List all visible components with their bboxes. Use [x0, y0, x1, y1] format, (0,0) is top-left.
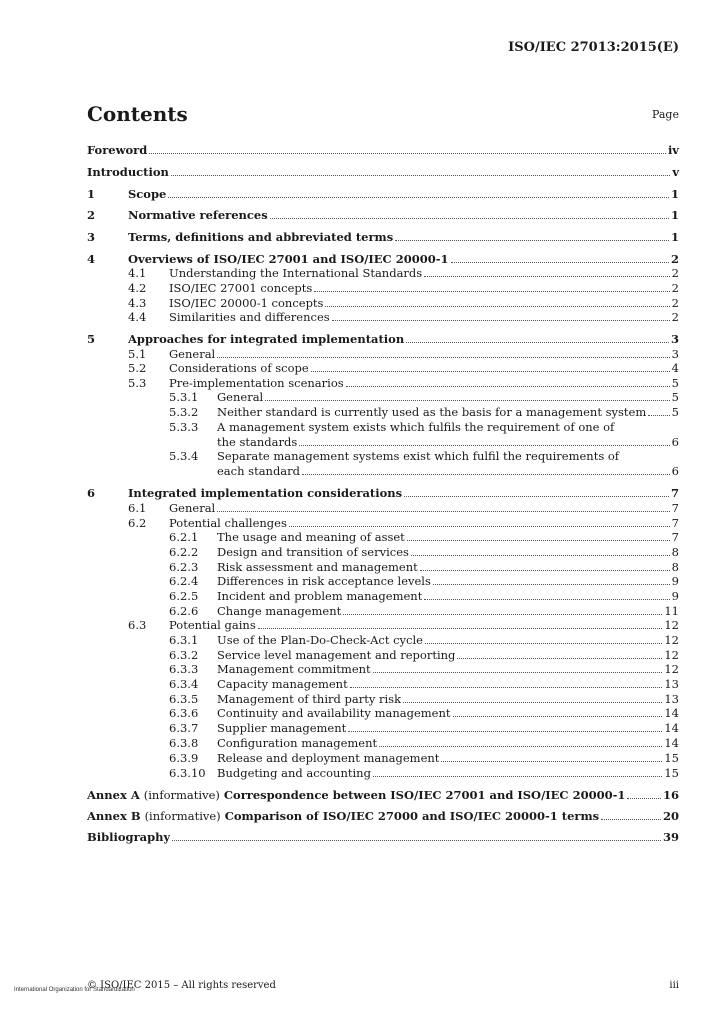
leader-dots — [217, 356, 669, 358]
toc-entry-title: Terms, definitions and abbreviated terms — [128, 230, 394, 244]
toc-entry-number: 6.3.2 — [169, 648, 199, 662]
leader-dots — [314, 290, 669, 292]
toc-entry-number: 3 — [87, 230, 96, 244]
toc-entry-page: 20 — [662, 809, 679, 823]
toc-entry-page: 2 — [671, 296, 679, 310]
toc-entry-title: General — [169, 501, 216, 515]
toc-entry-page: iv — [667, 143, 679, 157]
leader-dots — [168, 196, 669, 198]
toc-entry-title: Budgeting and accounting — [217, 766, 371, 780]
toc-entry-page: 8 — [671, 545, 679, 559]
toc-entry-title: Approaches for integrated implementation — [128, 332, 405, 346]
toc-entry-page: 7 — [671, 516, 679, 530]
leader-dots — [404, 495, 669, 497]
leader-dots — [172, 839, 661, 841]
toc-entry[interactable] — [87, 633, 679, 647]
toc-entry-page: 7 — [671, 501, 679, 515]
toc-entry-page: 12 — [664, 633, 679, 647]
toc-entry[interactable] — [87, 751, 679, 765]
toc-entry-number: 5.1 — [128, 347, 147, 361]
toc-entry[interactable] — [87, 376, 679, 390]
toc-entry[interactable] — [87, 662, 679, 676]
toc-entry-title-text: Correspondence between ISO/IEC 27001 and ISO/IEC 20000-1 — [223, 788, 626, 802]
publisher-stamp: International Organization for Standardization — [14, 987, 135, 993]
toc-entry-number: 5.3.4 — [169, 449, 199, 463]
toc-entry[interactable] — [87, 830, 679, 844]
toc-entry-page: 6 — [671, 435, 679, 449]
toc-entry-title: General — [169, 347, 216, 361]
leader-dots — [265, 399, 669, 401]
toc-entry[interactable] — [87, 721, 679, 735]
toc-entry-title — [87, 788, 625, 802]
toc-entry[interactable] — [87, 574, 679, 588]
toc-entry-continuation[interactable] — [87, 435, 679, 449]
page-title: Contents — [87, 102, 188, 126]
toc-entry-title: Incident and problem management — [217, 589, 423, 603]
toc-entry[interactable] — [87, 252, 679, 266]
toc-entry-page: 9 — [671, 574, 679, 588]
toc-entry[interactable] — [87, 530, 679, 544]
toc-entry[interactable] — [87, 332, 679, 346]
page-column-label: Page — [651, 108, 679, 121]
toc-entry-page: 6 — [671, 464, 679, 478]
toc-entry[interactable] — [87, 604, 679, 618]
leader-dots — [343, 613, 662, 615]
toc-entry-title: Management commitment — [217, 662, 371, 676]
toc-entry-number: 5 — [87, 332, 96, 346]
toc-entry[interactable] — [87, 449, 679, 463]
toc-entry-number: 6.2 — [128, 516, 147, 530]
toc-entry-page: 15 — [664, 751, 679, 765]
toc-entry-page: 5 — [671, 390, 679, 404]
toc-entry-number: 4.2 — [128, 281, 147, 295]
toc-entry[interactable] — [87, 788, 679, 802]
toc-entry-number: 6.3.10 — [169, 766, 206, 780]
leader-dots — [395, 239, 669, 241]
toc-entry-title: Change management — [217, 604, 342, 618]
leader-dots — [406, 341, 669, 343]
leader-dots — [407, 539, 670, 541]
toc-entry[interactable] — [87, 706, 679, 720]
toc-entry-number: 6.3.4 — [169, 677, 199, 691]
toc-entry-title-cont: each standard — [217, 464, 301, 478]
toc-entry-page: 12 — [664, 648, 679, 662]
toc-entry-page: 2 — [671, 281, 679, 295]
toc-entry-page: 14 — [664, 721, 679, 735]
toc-entry-title: Bibliography — [87, 830, 171, 844]
toc-entry-title: Separate management systems exist which fulfil the requirements of — [217, 449, 620, 463]
toc-entry-page: 2 — [670, 252, 679, 266]
toc-entry-page: 1 — [670, 208, 679, 222]
toc-entry-note: (informative) — [143, 788, 220, 802]
toc-entry[interactable] — [87, 501, 679, 515]
toc-entry-number: 5.3.2 — [169, 405, 199, 419]
toc-entry[interactable] — [87, 766, 679, 780]
toc-entry-page: 4 — [671, 361, 679, 375]
toc-entry-title: Understanding the International Standards — [169, 266, 423, 280]
toc-entry-number: 6.2.5 — [169, 589, 199, 603]
toc-entry-page: 14 — [664, 706, 679, 720]
toc-entry-number: 4.1 — [128, 266, 147, 280]
toc-entry-title: Normative references — [128, 208, 268, 222]
toc-entry-title: Release and deployment management — [217, 751, 440, 765]
leader-dots — [302, 473, 670, 475]
toc-entry[interactable] — [87, 230, 679, 244]
toc-entry-title: Management of third party risk — [217, 692, 402, 706]
toc-entry-title: The usage and meaning of asset — [217, 530, 405, 544]
toc-entry[interactable] — [87, 589, 679, 603]
toc-entry-title: Design and transition of services — [217, 545, 409, 559]
leader-dots — [258, 627, 663, 629]
toc-entry-title: Service level management and reporting — [217, 648, 456, 662]
toc-entry-page: 9 — [671, 589, 679, 603]
leader-dots — [425, 642, 662, 644]
toc-entry-page: v — [672, 165, 679, 179]
toc-entry[interactable] — [87, 692, 679, 706]
toc-entry[interactable] — [87, 187, 679, 201]
toc-entry-number: 2 — [87, 208, 96, 222]
toc-entry-number: Annex B — [87, 809, 141, 823]
toc-entry-page: 13 — [664, 692, 679, 706]
toc-entry-number: 4 — [87, 252, 96, 266]
leader-dots — [217, 510, 669, 512]
leader-dots — [379, 745, 662, 747]
leader-dots — [403, 701, 662, 703]
toc-entry[interactable] — [87, 545, 679, 559]
toc-entry[interactable] — [87, 736, 679, 750]
leader-dots — [373, 775, 662, 777]
toc-entry-page: 12 — [664, 618, 679, 632]
leader-dots — [627, 797, 661, 799]
document-id: ISO/IEC 27013:2015(E) — [508, 40, 679, 55]
toc-entry-title: Foreword — [87, 143, 148, 157]
leader-dots — [311, 370, 670, 372]
toc-entry-title: Overviews of ISO/IEC 27001 and ISO/IEC 20000-1 — [128, 252, 449, 266]
toc-entry-number: 6.2.1 — [169, 530, 199, 544]
toc-entry-title: Use of the Plan-Do-Check-Act cycle — [217, 633, 423, 647]
toc-entry-number: 5.3.3 — [169, 420, 199, 434]
leader-dots — [420, 569, 670, 571]
leader-dots — [149, 152, 666, 154]
leader-dots — [171, 174, 670, 176]
toc-entry-continuation[interactable] — [87, 464, 679, 478]
toc-entry[interactable] — [87, 809, 679, 823]
toc-entry[interactable] — [87, 208, 679, 222]
toc-entry-title — [87, 809, 599, 823]
toc-entry-page: 14 — [664, 736, 679, 750]
toc-entry-page: 1 — [670, 230, 679, 244]
toc-entry-title: Potential gains — [169, 618, 256, 632]
toc-entry[interactable] — [87, 677, 679, 691]
leader-dots — [433, 583, 670, 585]
toc-entry-page: 5 — [671, 405, 679, 419]
toc-entry[interactable] — [87, 143, 679, 157]
toc-entry-title-cont: the standards — [217, 435, 298, 449]
toc-entry-number: 6.2.3 — [169, 560, 199, 574]
toc-entry-number: 6.1 — [128, 501, 147, 515]
toc-entry-title: Supplier management — [217, 721, 347, 735]
leader-dots — [601, 818, 661, 820]
leader-dots — [411, 554, 670, 556]
toc-entry-number: 6.3.7 — [169, 721, 199, 735]
toc-entry-page: 7 — [671, 530, 679, 544]
toc-entry-title: Differences in risk acceptance levels — [217, 574, 431, 588]
toc-entry-page: 11 — [664, 604, 679, 618]
toc-entry-page: 5 — [671, 376, 679, 390]
toc-entry-title: Capacity management — [217, 677, 348, 691]
toc-entry[interactable] — [87, 516, 679, 530]
toc-entry-title: General — [217, 390, 264, 404]
toc-entry-title: Considerations of scope — [169, 361, 309, 375]
toc-entry-number: 6.3 — [128, 618, 147, 632]
leader-dots — [453, 715, 663, 717]
toc-entry[interactable] — [87, 281, 679, 295]
toc-entry[interactable] — [87, 347, 679, 361]
toc-entry-number: 6.2.6 — [169, 604, 199, 618]
toc-entry-number: Annex A — [87, 788, 140, 802]
toc-entry-page: 2 — [671, 266, 679, 280]
toc-entry-number: 6.3.6 — [169, 706, 199, 720]
toc-entry[interactable] — [87, 361, 679, 375]
toc-entry-note: (informative) — [144, 809, 221, 823]
toc-entry-number: 5.2 — [128, 361, 147, 375]
leader-dots — [325, 305, 669, 307]
toc-entry-page: 3 — [671, 347, 679, 361]
toc-entry-title: Introduction — [87, 165, 169, 179]
toc-entry-number: 1 — [87, 187, 96, 201]
toc-entry-title: Configuration management — [217, 736, 378, 750]
toc-entry-title: Neither standard is currently used as the basis for a management system — [217, 405, 647, 419]
toc-entry-page: 13 — [664, 677, 679, 691]
toc-entry[interactable] — [87, 310, 679, 324]
toc-entry-title-text: Comparison of ISO/IEC 27000 and ISO/IEC 20000-1 terms — [224, 809, 600, 823]
toc-entry-page: 1 — [670, 187, 679, 201]
toc-entry-page: 12 — [664, 662, 679, 676]
toc-entry-title: Risk assessment and management — [217, 560, 418, 574]
leader-dots — [332, 319, 670, 321]
leader-dots — [299, 444, 669, 446]
footer-page-number: iii — [669, 980, 679, 991]
leader-dots — [289, 525, 670, 527]
toc-entry-page: 15 — [664, 766, 679, 780]
leader-dots — [346, 385, 670, 387]
toc-entry-title: Similarities and differences — [169, 310, 330, 324]
toc-entry[interactable] — [87, 266, 679, 280]
footer-copyright: © ISO/IEC 2015 – All rights reserved — [87, 980, 276, 991]
toc-entry-page: 7 — [670, 486, 679, 500]
toc-entry-title: Pre-implementation scenarios — [169, 376, 344, 390]
toc-entry-number: 6.3.9 — [169, 751, 199, 765]
toc-entry-number: 6.3.1 — [169, 633, 199, 647]
leader-dots — [350, 686, 663, 688]
toc-entry[interactable] — [87, 405, 679, 419]
toc-entry-title: Potential challenges — [169, 516, 287, 530]
leader-dots — [424, 275, 669, 277]
toc-entry[interactable] — [87, 560, 679, 574]
toc-entry[interactable] — [87, 420, 679, 434]
leader-dots — [373, 671, 663, 673]
toc-entry-title: ISO/IEC 20000-1 concepts — [169, 296, 324, 310]
toc-entry[interactable] — [87, 390, 679, 404]
toc-entry-number: 6.3.8 — [169, 736, 199, 750]
leader-dots — [348, 730, 662, 732]
toc-entry-title: Integrated implementation considerations — [128, 486, 403, 500]
toc-entry-title: Scope — [128, 187, 167, 201]
toc-entry-number: 5.3 — [128, 376, 147, 390]
toc-entry-page: 39 — [662, 830, 679, 844]
toc-entry-title: Continuity and availability management — [217, 706, 451, 720]
toc-entry[interactable] — [87, 648, 679, 662]
toc-entry-number: 6.2.4 — [169, 574, 199, 588]
toc-entry-page: 3 — [670, 332, 679, 346]
toc-entry-page: 2 — [671, 310, 679, 324]
toc-entry[interactable] — [87, 618, 679, 632]
leader-dots — [270, 217, 669, 219]
leader-dots — [457, 657, 662, 659]
leader-dots — [424, 598, 669, 600]
toc-entry-page: 16 — [662, 788, 679, 802]
toc-entry-number: 6.2.2 — [169, 545, 199, 559]
toc-entry[interactable] — [87, 486, 679, 500]
toc-entry-number: 6.3.5 — [169, 692, 199, 706]
toc-entry-number: 4.4 — [128, 310, 147, 324]
toc-entry-number: 6 — [87, 486, 96, 500]
toc-entry-number: 5.3.1 — [169, 390, 199, 404]
toc-entry[interactable] — [87, 296, 679, 310]
leader-dots — [451, 261, 669, 263]
leader-dots — [648, 414, 669, 416]
toc-entry-page: 8 — [671, 560, 679, 574]
toc-entry-title: ISO/IEC 27001 concepts — [169, 281, 313, 295]
toc-entry-number: 4.3 — [128, 296, 147, 310]
leader-dots — [441, 760, 662, 762]
toc-entry-number: 6.3.3 — [169, 662, 199, 676]
toc-entry[interactable] — [87, 165, 679, 179]
toc-entry-title: A management system exists which fulfils the requirement of one of — [217, 420, 615, 434]
